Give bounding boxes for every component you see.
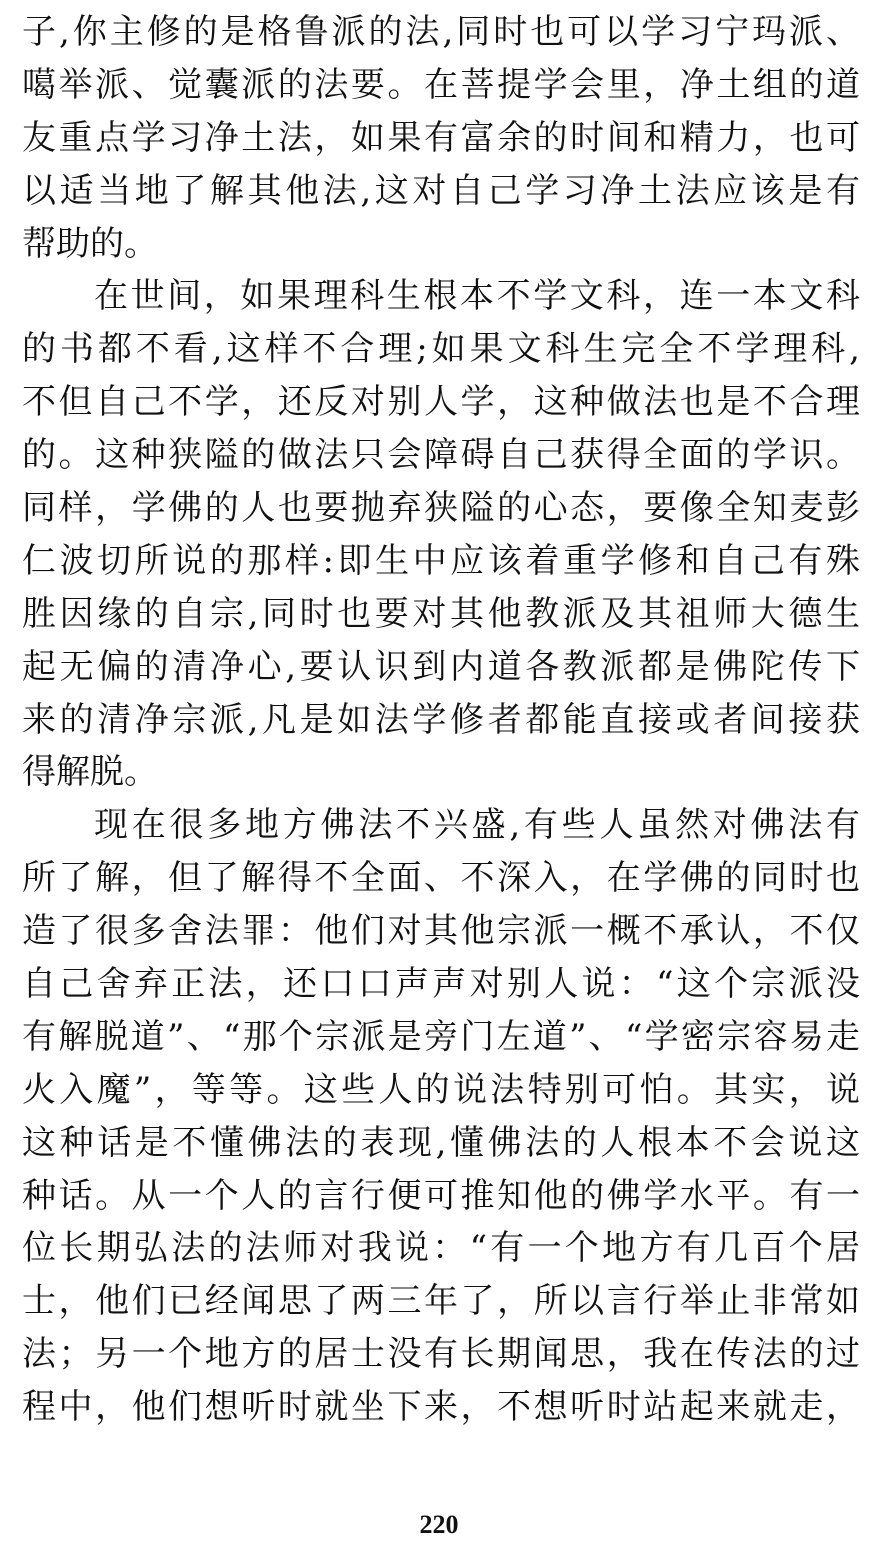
- text-line: 仁波切所说的那样:即生中应该着重学修和自己有殊: [22, 540, 860, 581]
- text-line: 造了很多舍法罪：他们对其他宗派一概不承认，不仅: [22, 911, 860, 952]
- paragraph: [22, 6, 860, 270]
- paragraph: [22, 270, 860, 799]
- text-line: 现在很多地方佛法不兴盛,有些人虽然对佛法有: [94, 805, 860, 846]
- text-line: 有解脱道”、“那个宗派是旁门左道”、“学密宗容易走: [22, 1016, 860, 1057]
- text-line: 不但自己不学，还反对别人学，这种做法也是不合理: [22, 382, 860, 423]
- text-line: 的。这种狭隘的做法只会障碍自己获得全面的学识。: [22, 435, 860, 476]
- text-line: 在世间，如果理科生根本不学文科，连一本文科: [94, 276, 860, 317]
- body-text: [22, 6, 860, 1434]
- text-line: 种话。从一个人的言行便可推知他的佛学水平。有一: [22, 1175, 860, 1216]
- text-line: 子,你主修的是格鲁派的法,同时也可以学习宁玛派、: [22, 12, 860, 52]
- text-line: 得解脱。: [22, 752, 158, 793]
- text-line: 的书都不看,这样不合理;如果文科生完全不学理科,: [22, 329, 860, 370]
- text-line: 帮助的。: [22, 223, 158, 264]
- text-line: 同样，学佛的人也要抛弃狭隘的心态，要像全知麦彭: [22, 488, 860, 529]
- text-line: 友重点学习净土法，如果有富余的时间和精力，也可: [22, 117, 860, 158]
- text-line: 自己舍弃正法，还口口声声对别人说：“这个宗派没: [22, 964, 860, 1005]
- text-line: 这种话是不懂佛法的表现,懂佛法的人根本不会说这: [22, 1122, 860, 1163]
- text-line: 位长期弘法的法师对我说：“有一个地方有几百个居: [22, 1228, 860, 1269]
- text-line: 法；另一个地方的居士没有长期闻思，我在传法的过: [22, 1334, 860, 1375]
- text-line: 来的清净宗派,凡是如法学修者都能直接或者间接获: [22, 699, 860, 740]
- text-line: 程中，他们想听时就坐下来，不想听时站起来就走，: [22, 1387, 860, 1428]
- text-line: 士，他们已经闻思了两三年了，所以言行举止非常如: [22, 1281, 860, 1322]
- text-line: 火入魔”，等等。这些人的说法特别可怕。其实，说: [22, 1069, 860, 1110]
- text-line: 起无偏的清净心,要认识到内道各教派都是佛陀传下: [22, 646, 860, 687]
- page-number: 220: [419, 1510, 459, 1539]
- text-line: 噶举派、觉囊派的法要。在菩提学会里，净土组的道: [22, 64, 860, 105]
- text-line: 所了解，但了解得不全面、不深入，在学佛的同时也: [22, 858, 860, 899]
- text-line: 胜因缘的自宗,同时也要对其他教派及其祖师大德生: [22, 593, 860, 634]
- text-line: 以适当地了解其他法,这对自己学习净土法应该是有: [22, 170, 860, 211]
- paragraph: [22, 799, 860, 1434]
